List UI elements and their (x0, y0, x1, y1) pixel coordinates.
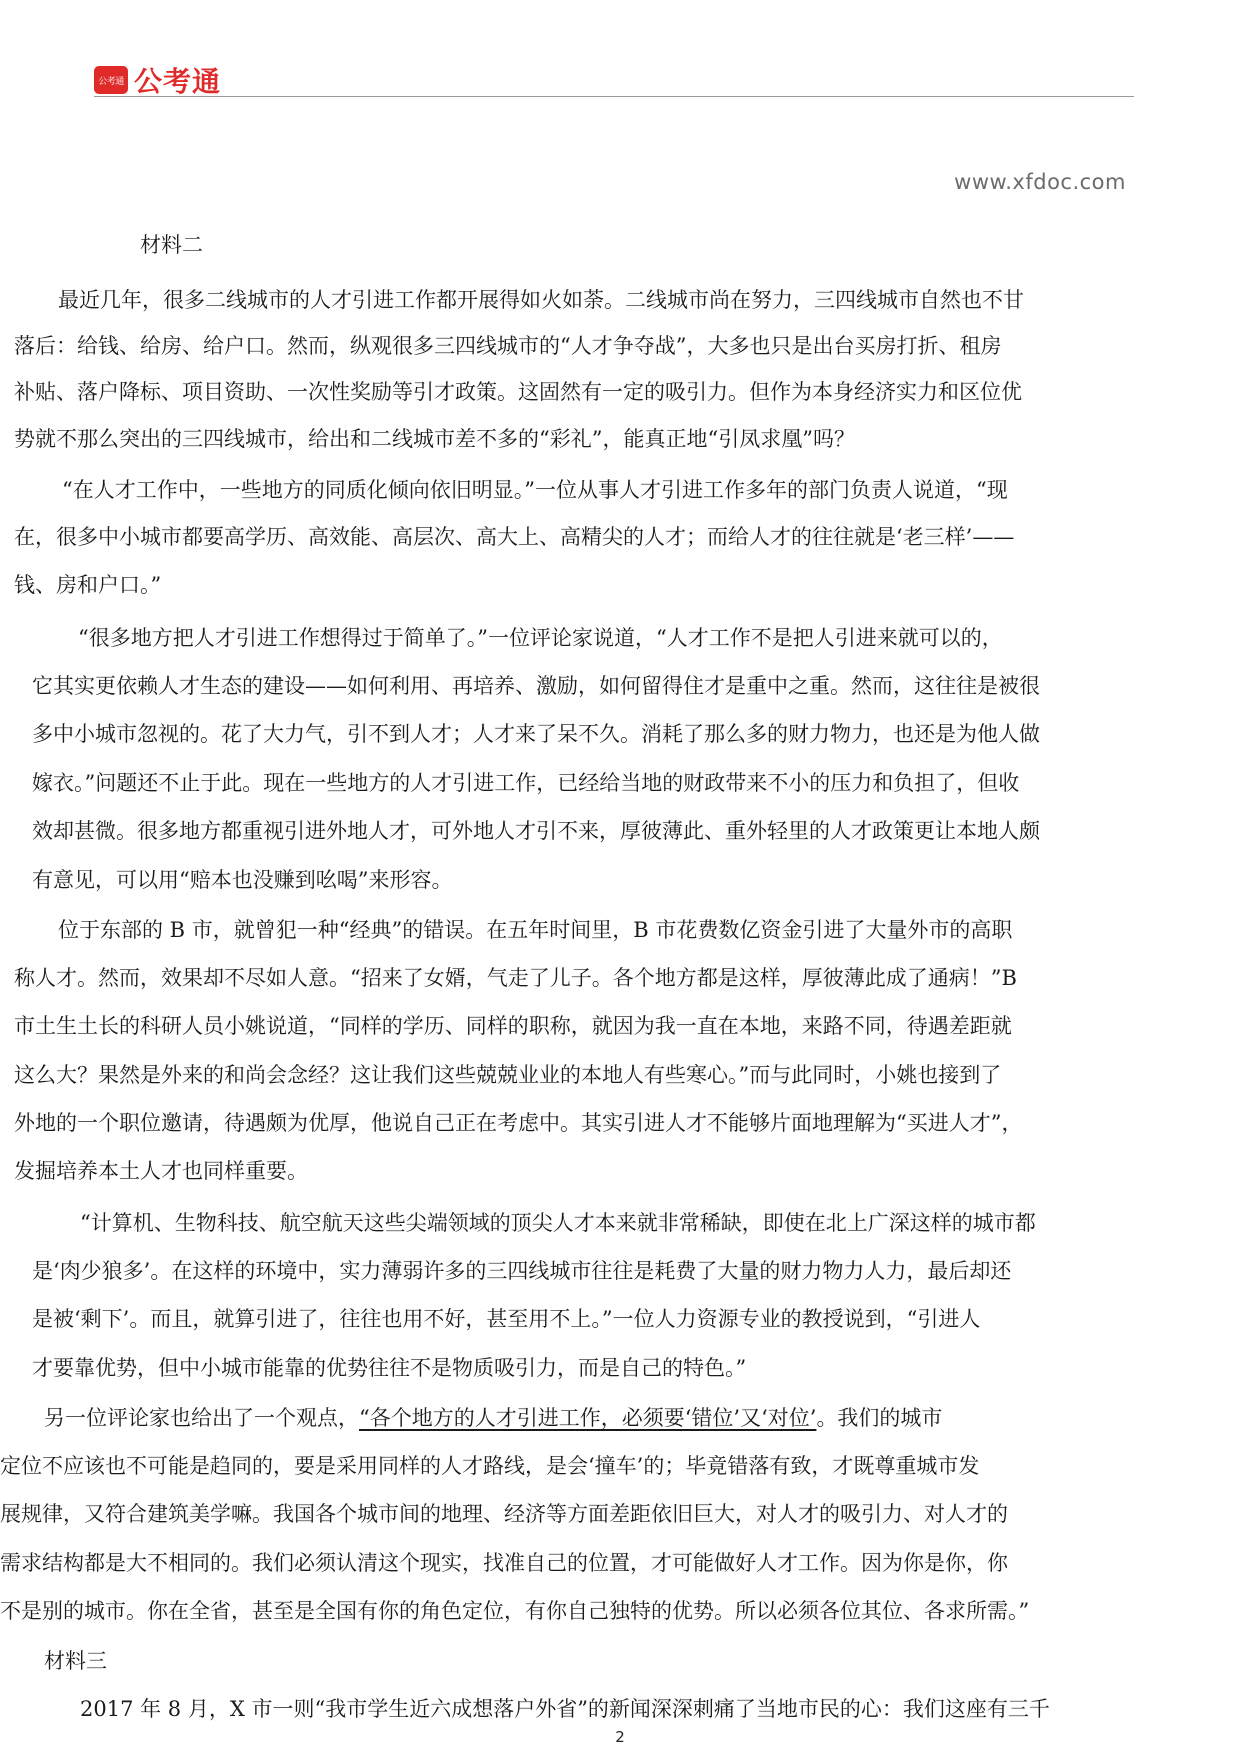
text-line: 钱、房和户口。” (14, 573, 162, 597)
text-line: 市土生土长的科研人员小姚说道，“同样的学历、同样的职称，就因为我一直在本地，来路不同，待遇差距就 (14, 1014, 1012, 1038)
text-line: 不是别的城市。你在全省，甚至是全国有你的角色定位，有你自己独特的优势。所以必须各位其位、各求所需。” (0, 1599, 1030, 1623)
underlined-quote: “各个地方的人才引进工作，必须要‘错位’又‘对位’ (359, 1406, 817, 1430)
text-line: 补贴、落户降标、项目资助、一次性奖励等引才政策。这固然有一定的吸引力。但作为本身经济实力和区位优 (14, 380, 1022, 404)
text-line (44, 1403, 942, 1433)
text-line: 效却甚微。很多地方都重视引进外地人才，可外地人才引不来，厚彼薄此、重外轻里的人才政策更让本地人颇 (32, 819, 1040, 843)
section-heading: 材料二 (140, 233, 203, 257)
section-heading: 材料三 (44, 1649, 107, 1673)
logo-badge-icon: 公考通 (94, 66, 128, 94)
site-url: www.xfdoc.com (954, 170, 1126, 194)
text-line: 在，很多中小城市都要高学历、高效能、高层次、高大上、高精尖的人才；而给人才的往往就是‘老三样’—— (14, 525, 1015, 549)
text-line: 落后：给钱、给房、给户口。然而，纵观很多三四线城市的“人才争夺战”，大多也只是出台买房打折、租房 (14, 334, 1002, 358)
text-line: 外地的一个职位邀请，待遇颇为优厚，他说自己正在考虑中。其实引进人才不能够片面地理解为“买进人才”， (14, 1111, 1023, 1135)
text-line: 有意见，可以用“赔本也没赚到吆喝”来形容。 (32, 868, 453, 892)
text-line: 需求结构都是大不相同的。我们必须认清这个现实，找准自己的位置，才可能做好人才工作。因为你是你，你 (0, 1551, 1008, 1575)
text-segment: 。我们的城市 (816, 1406, 943, 1430)
text-line: 势就不那么突出的三四线城市，给出和二线城市差不多的“彩礼”，能真正地“引凤求凰”吗？ (14, 427, 855, 451)
text-line: 发掘培养本土人才也同样重要。 (14, 1159, 308, 1183)
text-line: 定位不应该也不可能是趋同的，要是采用同样的人才路线，是会‘撞车’的；毕竟错落有致，才既尊重城市发 (0, 1454, 980, 1478)
brand-logo (94, 60, 221, 100)
text-line: 最近几年，很多二线城市的人才引进工作都开展得如火如荼。二线城市尚在努力，三四线城市自然也不甘 (58, 288, 1024, 312)
text-line: 称人才。然而，效果却不尽如人意。“招来了女婿，气走了儿子。各个地方都是这样，厚彼薄此成了通病！”B (14, 966, 1017, 990)
text-line: 展规律，又符合建筑美学嘛。我国各个城市间的地理、经济等方面差距依旧巨大，对人才的吸引力、对人才的 (0, 1502, 1008, 1526)
text-line: 才要靠优势，但中小城市能靠的优势往往不是物质吸引力，而是自己的特色。” (32, 1356, 747, 1380)
header-divider (94, 96, 1134, 97)
text-line: 是‘肉少狼多’。在这样的环境中，实力薄弱许多的三四线城市往往是耗费了大量的财力物力人力，最后却还 (32, 1259, 1012, 1283)
page-number: 2 (615, 1728, 625, 1746)
logo-text: 公考通 (134, 65, 222, 98)
text-line: 多中小城市忽视的。花了大力气，引不到人才；人才来了呆不久。消耗了那么多的财力物力，也还是为他人做 (32, 722, 1040, 746)
text-segment: 另一位评论家也给出了一个观点， (44, 1406, 359, 1430)
text-line: 位于东部的 B 市，就曾犯一种“经典”的错误。在五年时间里，B 市花费数亿资金引进了大量外市的高职 (58, 918, 1013, 942)
text-line: 2017 年 8 月，X 市一则“我市学生近六成想落户外省”的新闻深深刺痛了当地市民的心：我们这座有三千 (80, 1697, 1050, 1721)
text-line: 是被‘剩下’。而且，就算引进了，往往也用不好，甚至用不上。”一位人力资源专业的教授说到，“引进人 (32, 1307, 981, 1331)
text-line: “计算机、生物科技、航空航天这些尖端领域的顶尖人才本来就非常稀缺，即使在北上广深这样的城市都 (80, 1211, 1036, 1235)
text-line: 嫁衣。”问题还不止于此。现在一些地方的人才引进工作，已经给当地的财政带来不小的压力和负担了，但收 (32, 771, 1020, 795)
text-line: 这么大？果然是外来的和尚会念经？这让我们这些兢兢业业的本地人有些寒心。”而与此同时，小姚也接到了 (14, 1063, 1002, 1087)
text-line: “在人才工作中，一些地方的同质化倾向依旧明显。”一位从事人才引进工作多年的部门负责人说道，“现 (62, 478, 1008, 502)
text-line: “很多地方把人才引进工作想得过于简单了。”一位评论家说道，“人才工作不是把人引进来就可以的， (78, 626, 1003, 650)
text-line: 它其实更依赖人才生态的建设——如何利用、再培养、激励，如何留得住才是重中之重。然而，这往往是被很 (32, 674, 1040, 698)
